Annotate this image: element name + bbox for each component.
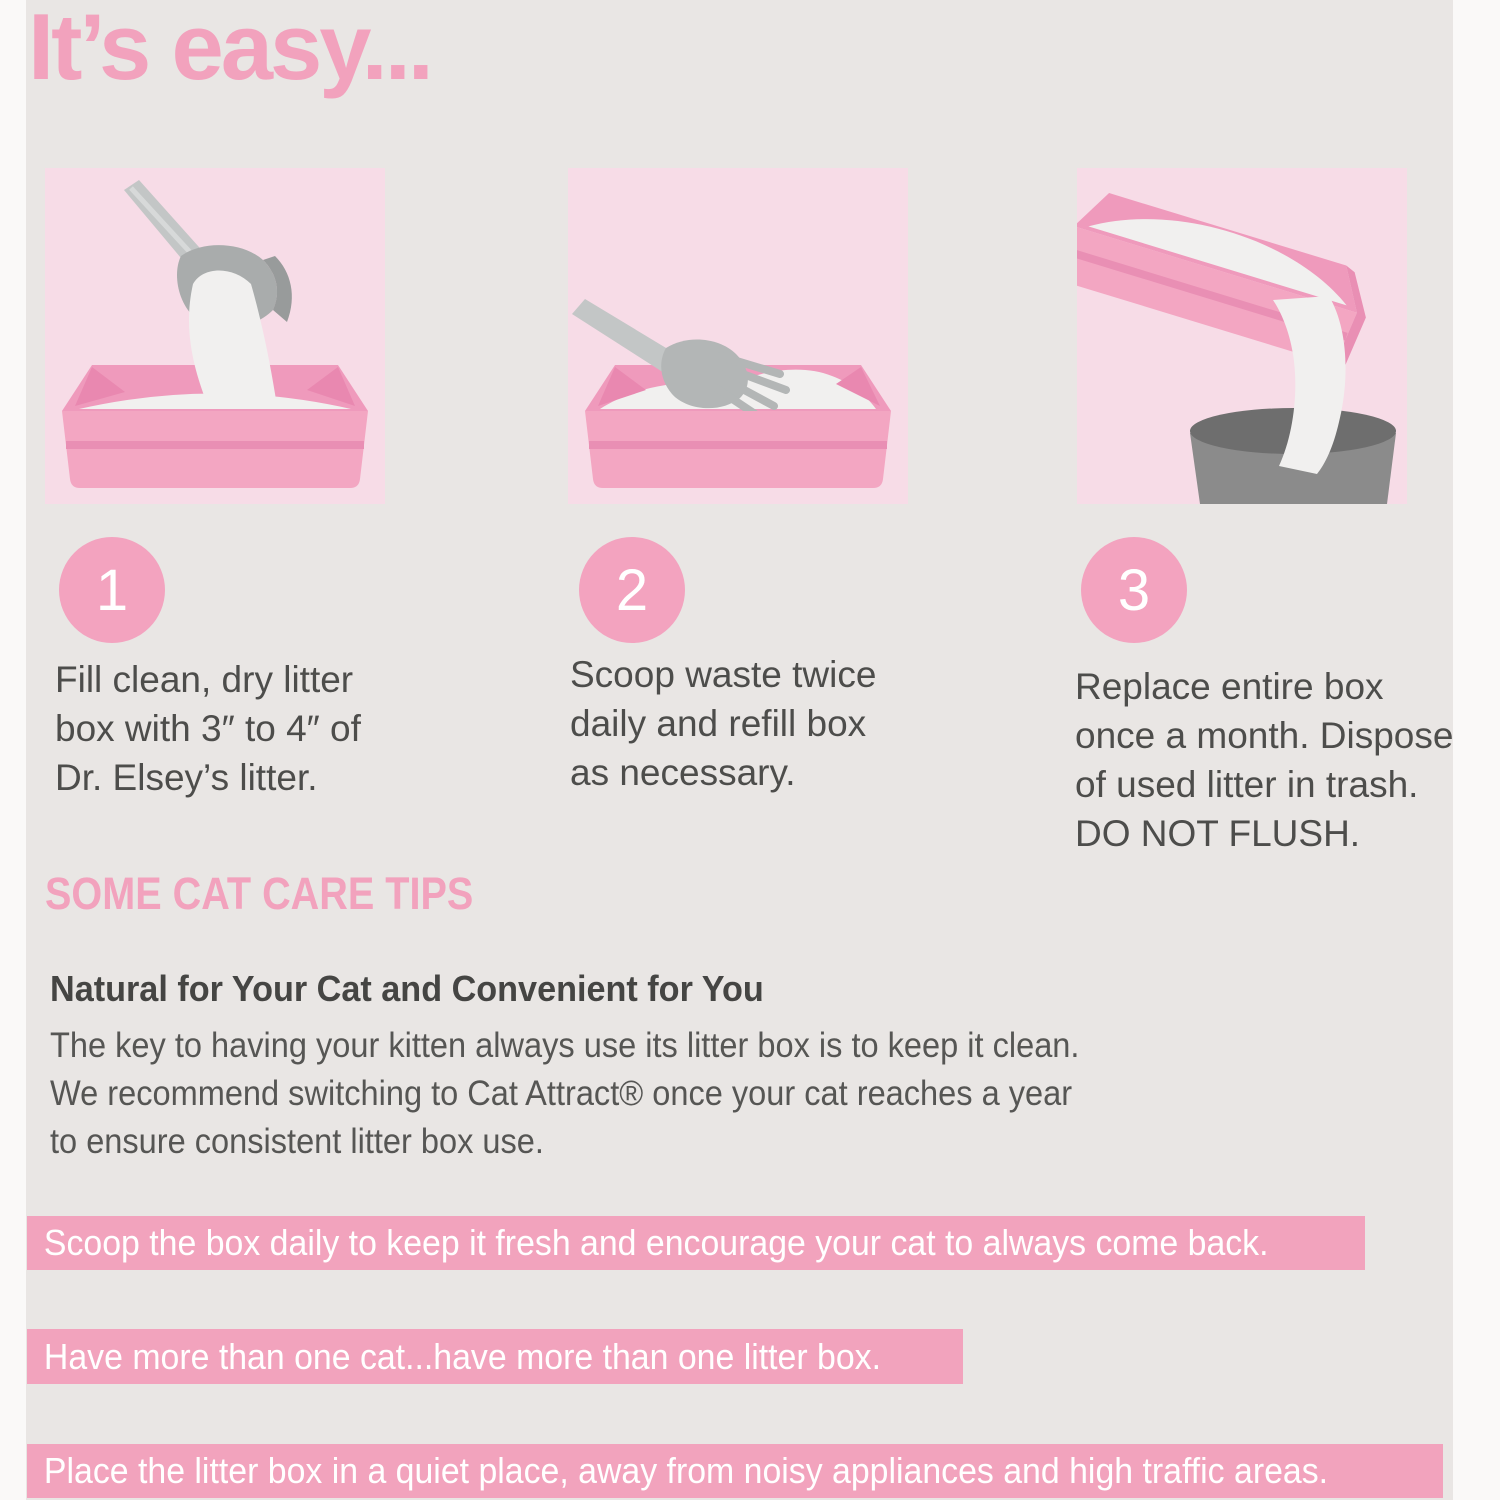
step1-caption-line: Dr. Elsey’s litter. xyxy=(55,757,318,798)
step3-caption-line: DO NOT FLUSH. xyxy=(1075,813,1361,854)
highlight-tip-text: Have more than one cat...have more than one litter box. xyxy=(43,1335,882,1377)
step2-caption-line: daily and refill box xyxy=(570,703,867,744)
left-matte-strip xyxy=(0,0,26,1500)
step2-caption-line: Scoop waste twice xyxy=(570,654,877,695)
scoop-pouring-litter-into-box-icon xyxy=(45,168,385,504)
step1-caption-line: Fill clean, dry litter xyxy=(55,659,354,700)
step3-caption-line: Replace entire box xyxy=(1075,666,1384,707)
highlight-tip-text: Scoop the box daily to keep it fresh and encourage your cat to always come back. xyxy=(43,1222,1269,1263)
step1-number-badge xyxy=(59,537,165,643)
scoop-resting-in-litter-box-icon xyxy=(568,168,908,504)
step2-number-badge xyxy=(579,537,685,643)
step3-illustration xyxy=(1077,168,1407,504)
step3-number: 3 xyxy=(1117,557,1151,623)
highlight-tip-text: Place the litter box in a quiet place, away from noisy appliances and high traffic areas. xyxy=(43,1450,1329,1491)
step2-caption xyxy=(570,650,876,797)
tips-paragraph-line: to ensure consistent litter box use. xyxy=(50,1122,544,1161)
step3-number-badge xyxy=(1081,537,1187,643)
step1-number: 1 xyxy=(95,557,129,623)
tips-subheading: Natural for Your Cat and Convenient for You xyxy=(50,968,764,1009)
step2-illustration xyxy=(568,168,908,504)
tips-paragraph-line: We recommend switching to Cat Attract® once your cat reaches a year xyxy=(50,1074,1073,1113)
step3-caption-line: of used litter in trash. xyxy=(1075,764,1419,805)
litter-box-emptying-into-trash-icon xyxy=(1077,168,1407,504)
step1-caption-line: box with 3″ to 4″ of xyxy=(55,708,361,749)
tips-paragraph-line: The key to having your kitten always use its litter box is to keep it clean. xyxy=(50,1026,1080,1065)
right-matte-strip xyxy=(1453,0,1500,1500)
highlight-tip-bar xyxy=(27,1444,1443,1498)
page-title: It’s easy... xyxy=(28,0,431,99)
step1-illustration xyxy=(45,168,385,504)
tips-paragraph xyxy=(50,1022,1079,1166)
tips-section-heading: SOME CAT CARE TIPS xyxy=(45,868,474,919)
step2-number: 2 xyxy=(615,557,649,623)
step1-caption xyxy=(55,655,361,802)
step3-caption xyxy=(1075,662,1453,858)
highlight-tip-bar xyxy=(27,1329,963,1384)
step2-caption-line: as necessary. xyxy=(570,752,796,793)
highlight-tip-bar xyxy=(27,1216,1365,1270)
step3-caption-line: once a month. Dispose xyxy=(1075,715,1454,756)
